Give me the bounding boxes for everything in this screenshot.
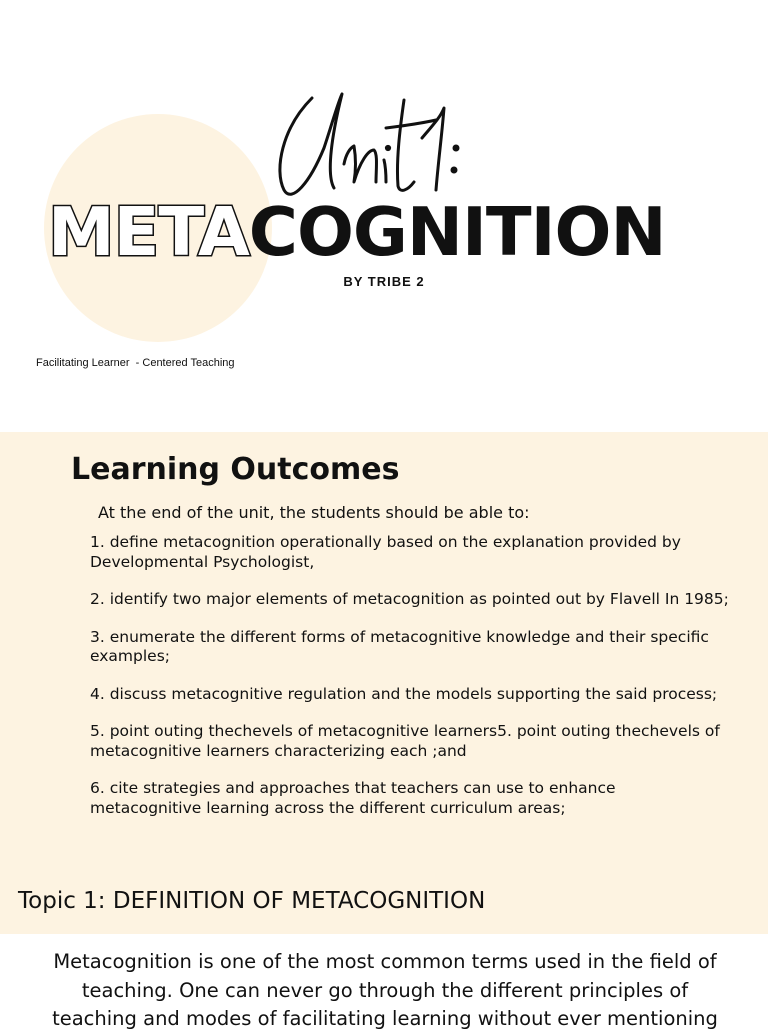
title-solid-part: COGNITION: [248, 193, 666, 271]
outcome-item: 2. identify two major elements of metacognition as pointed out by Flavell In 1985;: [90, 590, 729, 608]
topic-heading: Topic 1: DEFINITION OF METACOGNITION: [18, 888, 486, 914]
outcome-item: 6. cite strategies and approaches that teachers can use to enhance metacognitive learning across the different curriculum areas;: [90, 779, 616, 817]
title-banner: [0, 0, 768, 432]
outcome-item: 1. define metacognition operationally based on the explanation provided by Developmental Psychologist,: [90, 533, 681, 571]
outcomes-intro: At the end of the unit, the students should be able to:: [98, 503, 530, 522]
outcome-item: 3. enumerate the different forms of metacognitive knowledge and their specific examples;: [90, 627, 709, 665]
learning-outcomes-section: [0, 432, 768, 934]
course-subtitle: Facilitating Learner - Centered Teaching: [36, 357, 235, 369]
outcome-item: 4. discuss metacognitive regulation and the models supporting the said process;: [90, 684, 718, 703]
main-title: [48, 192, 728, 272]
outcomes-list: [90, 533, 730, 836]
outcomes-heading: Learning Outcomes: [71, 452, 400, 487]
byline: BY TRIBE 2: [343, 274, 425, 289]
title-outline-part: META: [48, 193, 249, 271]
body-paragraph: Metacognition is one of the most common terms used in the field of teaching. One can never go through the different principles of teaching and modes of facilitating learning without ever mentioning: [52, 950, 718, 1030]
outcome-item: 5. point outing thechevels of metacognitive learners5. point outing thechevels of metacognitive learners characterizing each ;and: [90, 722, 720, 760]
